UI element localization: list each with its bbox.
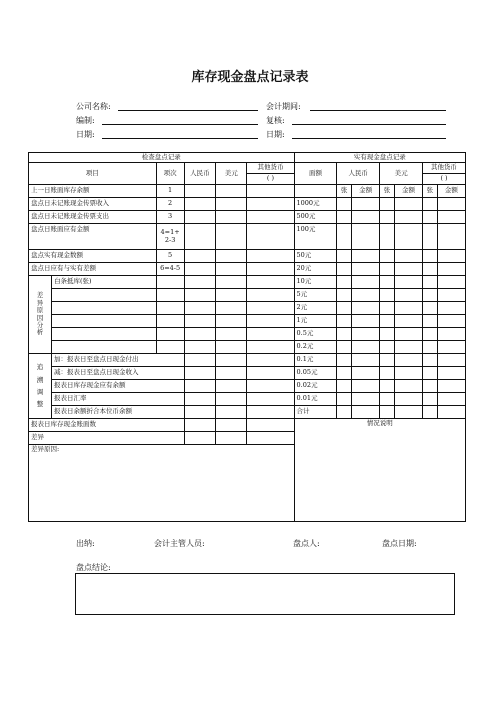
- cell[interactable]: [216, 380, 247, 393]
- cell[interactable]: [184, 367, 215, 380]
- cell[interactable]: [394, 367, 422, 380]
- cell[interactable]: [351, 302, 379, 315]
- denom-cell: 0.5元: [294, 328, 337, 341]
- preparer-label: 编制:: [76, 116, 95, 125]
- cell[interactable]: [380, 263, 395, 276]
- cell[interactable]: [394, 406, 422, 419]
- row-book-amount: 盘点日账面应有金额: [29, 224, 157, 250]
- cell[interactable]: [247, 250, 294, 263]
- cell[interactable]: [337, 380, 352, 393]
- col-rmb2-header: 人民币: [337, 163, 380, 185]
- cell[interactable]: [437, 406, 465, 419]
- row-unrecorded-income: 盘点日未记账现金传票收入: [29, 198, 157, 211]
- cell[interactable]: [437, 393, 465, 406]
- cell[interactable]: [394, 289, 422, 302]
- cell[interactable]: [247, 263, 294, 276]
- cell[interactable]: [247, 185, 294, 198]
- cell[interactable]: [51, 315, 156, 328]
- cell[interactable]: [184, 263, 215, 276]
- cell[interactable]: [351, 406, 379, 419]
- seq-cell: 3: [156, 211, 184, 224]
- cell[interactable]: [351, 380, 379, 393]
- denom-cell: 5元: [294, 289, 337, 302]
- cell[interactable]: [184, 432, 215, 445]
- company-field[interactable]: [118, 101, 258, 111]
- cell[interactable]: [423, 250, 438, 263]
- cell[interactable]: [423, 354, 438, 367]
- cell[interactable]: [423, 224, 438, 250]
- cell[interactable]: [216, 211, 247, 224]
- cell[interactable]: [156, 328, 184, 341]
- cell[interactable]: [216, 432, 247, 445]
- cell[interactable]: [394, 302, 422, 315]
- cell[interactable]: [423, 198, 438, 211]
- cell[interactable]: [337, 367, 352, 380]
- denom-cell: 100元: [294, 224, 337, 250]
- conclusion-box[interactable]: [75, 573, 455, 615]
- cell[interactable]: [351, 224, 379, 250]
- cell[interactable]: [156, 302, 184, 315]
- cell[interactable]: [216, 185, 247, 198]
- adj-row-subtract: 减：报表日至盘点日现金收入: [51, 367, 184, 380]
- cell[interactable]: [437, 289, 465, 302]
- col-rmb-header: 人民币: [184, 163, 215, 185]
- cell[interactable]: [184, 302, 215, 315]
- check-record-header: 检查盘点记录: [29, 153, 295, 163]
- cell[interactable]: [351, 276, 379, 289]
- cell[interactable]: [184, 211, 215, 224]
- cell[interactable]: [351, 393, 379, 406]
- cell[interactable]: [351, 211, 379, 224]
- cell[interactable]: [394, 250, 422, 263]
- cell[interactable]: [216, 406, 247, 419]
- diff-first-item: 白条抵库(张): [51, 276, 156, 289]
- col-seq-header: 项次: [156, 163, 184, 185]
- cell[interactable]: [380, 328, 395, 341]
- cell[interactable]: [184, 328, 215, 341]
- cell[interactable]: [337, 341, 352, 354]
- cell[interactable]: [247, 328, 294, 341]
- cell[interactable]: [423, 276, 438, 289]
- cell[interactable]: [247, 419, 294, 432]
- difference-label: 差异: [29, 432, 185, 445]
- denom-cell: 0.2元: [294, 341, 337, 354]
- cell[interactable]: [156, 341, 184, 354]
- cell[interactable]: [247, 289, 294, 302]
- cell[interactable]: [437, 328, 465, 341]
- cell[interactable]: [337, 263, 352, 276]
- cell[interactable]: [380, 250, 395, 263]
- cell[interactable]: [437, 224, 465, 250]
- cell[interactable]: [247, 380, 294, 393]
- cell[interactable]: [184, 354, 215, 367]
- cell[interactable]: [216, 276, 247, 289]
- sub-amount: 金额: [351, 185, 379, 198]
- cell[interactable]: [216, 198, 247, 211]
- cell[interactable]: [337, 315, 352, 328]
- denom-cell: 0.01元: [294, 393, 337, 406]
- cell[interactable]: [351, 198, 379, 211]
- denom-cell: 10元: [294, 276, 337, 289]
- cell[interactable]: [380, 289, 395, 302]
- cell[interactable]: [337, 354, 352, 367]
- cell[interactable]: [216, 341, 247, 354]
- cell[interactable]: [423, 406, 438, 419]
- cell[interactable]: [423, 367, 438, 380]
- date-field-left[interactable]: [102, 129, 258, 139]
- cell[interactable]: [394, 211, 422, 224]
- cell[interactable]: [247, 198, 294, 211]
- cell[interactable]: [51, 341, 156, 354]
- cell[interactable]: [337, 211, 352, 224]
- denom-cell: 1元: [294, 315, 337, 328]
- denom-cell: 50元: [294, 250, 337, 263]
- denom-cell: 500元: [294, 211, 337, 224]
- col-denom-header: 面额: [294, 163, 337, 185]
- cell[interactable]: [216, 263, 247, 276]
- cell[interactable]: [337, 328, 352, 341]
- cell[interactable]: [351, 263, 379, 276]
- cell[interactable]: [394, 224, 422, 250]
- cell[interactable]: [216, 367, 247, 380]
- actual-record-header: 实有现金盘点记录: [294, 153, 465, 163]
- cell[interactable]: [394, 263, 422, 276]
- cell[interactable]: [423, 393, 438, 406]
- cell[interactable]: [437, 250, 465, 263]
- cell[interactable]: [216, 354, 247, 367]
- cell[interactable]: [247, 276, 294, 289]
- reviewer-label: 复核:: [266, 116, 285, 125]
- sub-amount: 金额: [394, 185, 422, 198]
- cell[interactable]: [394, 198, 422, 211]
- denom-cell: 2元: [294, 302, 337, 315]
- trace-adjust-vertical-label: 追溯调整: [29, 354, 52, 419]
- adj-row-exchange-rate: 报表日汇率: [51, 393, 184, 406]
- counter-label: 盘点人:: [293, 539, 320, 548]
- cell[interactable]: [216, 250, 247, 263]
- cell[interactable]: [51, 328, 156, 341]
- col-other-header: 其他货币: [247, 163, 294, 174]
- diff-analysis-vertical-label: 差异原因分析: [29, 276, 52, 354]
- cell[interactable]: [394, 380, 422, 393]
- cell[interactable]: [184, 393, 215, 406]
- denom-cell: [294, 185, 337, 198]
- cell[interactable]: [216, 419, 247, 432]
- cell[interactable]: [51, 289, 156, 302]
- page-title: 库存现金盘点记录表: [191, 70, 309, 85]
- cell[interactable]: [380, 380, 395, 393]
- seq-cell: 6=4-5: [156, 263, 184, 276]
- cell[interactable]: [184, 341, 215, 354]
- cell[interactable]: [156, 276, 184, 289]
- cell[interactable]: [437, 354, 465, 367]
- cell[interactable]: [394, 393, 422, 406]
- adj-row-base-currency: 报表日余额折合本位币余额: [51, 406, 184, 419]
- cell[interactable]: [184, 419, 215, 432]
- col-item-header: 项目: [29, 163, 157, 185]
- cell[interactable]: [423, 380, 438, 393]
- cell[interactable]: [351, 289, 379, 302]
- row-actual-cash: 盘点实有现金数额: [29, 250, 157, 263]
- denom-cell: 1000元: [294, 198, 337, 211]
- cell[interactable]: [184, 198, 215, 211]
- cell[interactable]: [247, 302, 294, 315]
- col-other-paren: ( ): [247, 174, 294, 185]
- cashier-label: 出纳:: [76, 539, 95, 548]
- cell[interactable]: [184, 185, 215, 198]
- sub-zhang: 张: [380, 185, 395, 198]
- cell[interactable]: [247, 211, 294, 224]
- cell[interactable]: [423, 211, 438, 224]
- cell[interactable]: [184, 224, 215, 250]
- row-difference: 盘点日应有与实有差额: [29, 263, 157, 276]
- sub-zhang: 张: [423, 185, 438, 198]
- cell[interactable]: [156, 315, 184, 328]
- cell[interactable]: [437, 276, 465, 289]
- cell[interactable]: [380, 302, 395, 315]
- cell[interactable]: [184, 276, 215, 289]
- cell[interactable]: [351, 250, 379, 263]
- cell[interactable]: [351, 328, 379, 341]
- cell[interactable]: [380, 315, 395, 328]
- cell[interactable]: [423, 289, 438, 302]
- cell[interactable]: [351, 367, 379, 380]
- cell[interactable]: [380, 367, 395, 380]
- preparer-field[interactable]: [102, 115, 258, 125]
- cell[interactable]: [247, 341, 294, 354]
- cell[interactable]: [437, 380, 465, 393]
- cell[interactable]: [337, 276, 352, 289]
- adj-row-report-balance: 报表日库存现金应有余额: [51, 380, 184, 393]
- situation-header: 情况说明: [294, 419, 465, 522]
- cell[interactable]: [184, 289, 215, 302]
- col-other2-header: 其他货币: [423, 163, 466, 174]
- cell[interactable]: [380, 406, 395, 419]
- adj-row-add: 加：报表日至盘点日现金付出: [51, 354, 184, 367]
- cell[interactable]: [216, 328, 247, 341]
- cell[interactable]: [437, 341, 465, 354]
- cell[interactable]: [216, 302, 247, 315]
- cell[interactable]: [247, 224, 294, 250]
- date-label-right: 日期:: [266, 130, 285, 139]
- cell[interactable]: [184, 250, 215, 263]
- seq-cell: 1: [156, 185, 184, 198]
- cell[interactable]: [351, 341, 379, 354]
- cell[interactable]: [351, 354, 379, 367]
- cell[interactable]: [437, 263, 465, 276]
- cell[interactable]: [184, 406, 215, 419]
- col-usd-header: 美元: [216, 163, 247, 185]
- cell[interactable]: [337, 393, 352, 406]
- difference-reason[interactable]: 差异原因:: [29, 445, 295, 522]
- cell[interactable]: [423, 328, 438, 341]
- cell[interactable]: [380, 211, 395, 224]
- cell[interactable]: [394, 354, 422, 367]
- cell[interactable]: [337, 250, 352, 263]
- cell[interactable]: [337, 406, 352, 419]
- seq-cell: 2: [156, 198, 184, 211]
- cell[interactable]: [394, 328, 422, 341]
- row-prev-balance: 上一日账面库存余额: [29, 185, 157, 198]
- cell[interactable]: [437, 211, 465, 224]
- cell[interactable]: [437, 198, 465, 211]
- cell[interactable]: [216, 315, 247, 328]
- cell[interactable]: [380, 224, 395, 250]
- company-label: 公司名称:: [76, 102, 111, 111]
- date-field-right[interactable]: [292, 129, 446, 139]
- cell[interactable]: [423, 341, 438, 354]
- cell[interactable]: [247, 432, 294, 445]
- col-other2-paren: ( ): [423, 174, 466, 185]
- cell[interactable]: [380, 276, 395, 289]
- cell[interactable]: [247, 367, 294, 380]
- row-unrecorded-expense: 盘点日未记账现金传票支出: [29, 211, 157, 224]
- denom-cell: 20元: [294, 263, 337, 276]
- cell[interactable]: [247, 393, 294, 406]
- col-usd2-header: 美元: [380, 163, 423, 185]
- cell[interactable]: [337, 198, 352, 211]
- cell[interactable]: [247, 406, 294, 419]
- cell[interactable]: [437, 367, 465, 380]
- cell[interactable]: [51, 302, 156, 315]
- reviewer-field[interactable]: [292, 115, 446, 125]
- period-field[interactable]: [310, 101, 446, 111]
- cell[interactable]: [351, 315, 379, 328]
- cell[interactable]: [380, 354, 395, 367]
- seq-line-1: 4=1+: [160, 228, 180, 237]
- cell[interactable]: [423, 263, 438, 276]
- cell[interactable]: [337, 289, 352, 302]
- cell[interactable]: [247, 354, 294, 367]
- book-balance-label: 报表日库存现金账面数: [29, 419, 185, 432]
- denom-cell: 0.1元: [294, 354, 337, 367]
- cell[interactable]: [216, 224, 247, 250]
- cell[interactable]: [337, 302, 352, 315]
- cell[interactable]: [380, 198, 395, 211]
- cell[interactable]: [216, 393, 247, 406]
- denom-cell: 0.02元: [294, 380, 337, 393]
- count-date-label: 盘点日期:: [382, 539, 417, 548]
- cell[interactable]: [423, 302, 438, 315]
- denom-cell: 0.05元: [294, 367, 337, 380]
- cell[interactable]: [380, 341, 395, 354]
- cell[interactable]: [394, 341, 422, 354]
- cell[interactable]: [437, 302, 465, 315]
- cell[interactable]: [337, 224, 352, 250]
- cell[interactable]: [437, 315, 465, 328]
- date-label-left: 日期:: [76, 130, 95, 139]
- cell[interactable]: [184, 315, 215, 328]
- cell[interactable]: [184, 380, 215, 393]
- sub-zhang: 张: [337, 185, 352, 198]
- conclusion-label: 盘点结论:: [76, 563, 111, 572]
- cell[interactable]: [394, 276, 422, 289]
- seq-line-2: 2-3: [164, 235, 176, 244]
- cell[interactable]: [156, 289, 184, 302]
- supervisor-label: 会计主管人员:: [154, 539, 205, 548]
- period-label: 会计期间:: [266, 102, 301, 111]
- total-cell: 合计: [294, 406, 337, 419]
- seq-cell-formula: [156, 224, 184, 250]
- cell[interactable]: [423, 315, 438, 328]
- seq-cell: 5: [156, 250, 184, 263]
- cell[interactable]: [394, 315, 422, 328]
- cell[interactable]: [380, 393, 395, 406]
- cash-count-table: [28, 152, 466, 522]
- cell[interactable]: [247, 315, 294, 328]
- sub-amount: 金额: [437, 185, 465, 198]
- cell[interactable]: [216, 289, 247, 302]
